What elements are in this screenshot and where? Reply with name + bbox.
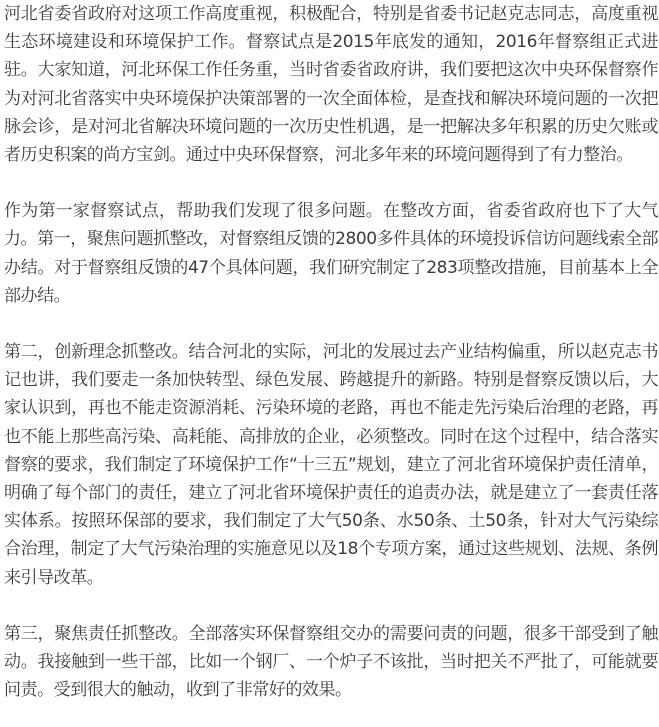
paragraph-innovation-rectification: 第二，创新理念抓整改。结合河北的实际，河北的发展过去产业结构偏重，所以赵克志书记也讲，我们要走一条加快转型、绿色发展、跨越提升的新路。特别是督察反馈以后，大家认识到，再也不能走资源消耗、污染环境的老路，再也不能走先污染后治理的老路，再也不能上那些高污染、高耗能、高排放的企业，必须整改。同时在这个过程中，结合落实督察的要求，我们制定了环境保护工作“十三五”规划，建立了河北省环境保护责任清单，明确了每个部门的责任，建立了河北省环境保护责任的追责办法，就是建立了一套责任落实体系。按照环保部的要求，我们制定了大气50条、水50条、土50条，针对大气污染综合治理，制定了大气污染治理的实施意见以及18个专项方案，通过这些规划、法规、条例来引导改革。 [4,342,658,588]
paragraph-first-pilot: 作为第一家督察试点，帮助我们发现了很多问题。在整改方面，省委省政府也下了大气力。第一，聚焦问题抓整改，对督察组反馈的2800多件具体的环境投诉信访问题线索全部办结。对于督察组反馈的47个具体问题，我们研究制定了283项整改措施，目前基本上全部办结。 [4,201,658,306]
paragraph-supervision-overview: 河北省委省政府对这项工作高度重视，积极配合，特别是省委书记赵克志同志，高度重视生态环境建设和环境保护工作。督察试点是2015年底发的通知，2016年督察组正式进驻。大家知道，河北环保工作任务重，当时省委省政府讲，我们要把这次中央环保督察作为对河北省落实中央环境保护决策部署的一次全面体检，是查找和解决环境问题的一次把脉会诊，是对河北省解决环境问题的一次历史性机遇，是一把解决多年积累的历史欠账或者历史积案的尚方宝剑。通过中央环保督察，河北多年来的环境问题得到了有力整治。 [4,4,658,166]
article-body [4,0,658,704]
paragraph-responsibility-rectification: 第三，聚焦责任抓整改。全部落实环保督察组交办的需要问责的问题，很多干部受到了触动。我接触到一些干部，比如一个钢厂、一个炉子不该批，当时把关不严批了，可能就要问责。受到很大的触动，收到了非常好的效果。 [4,623,658,701]
